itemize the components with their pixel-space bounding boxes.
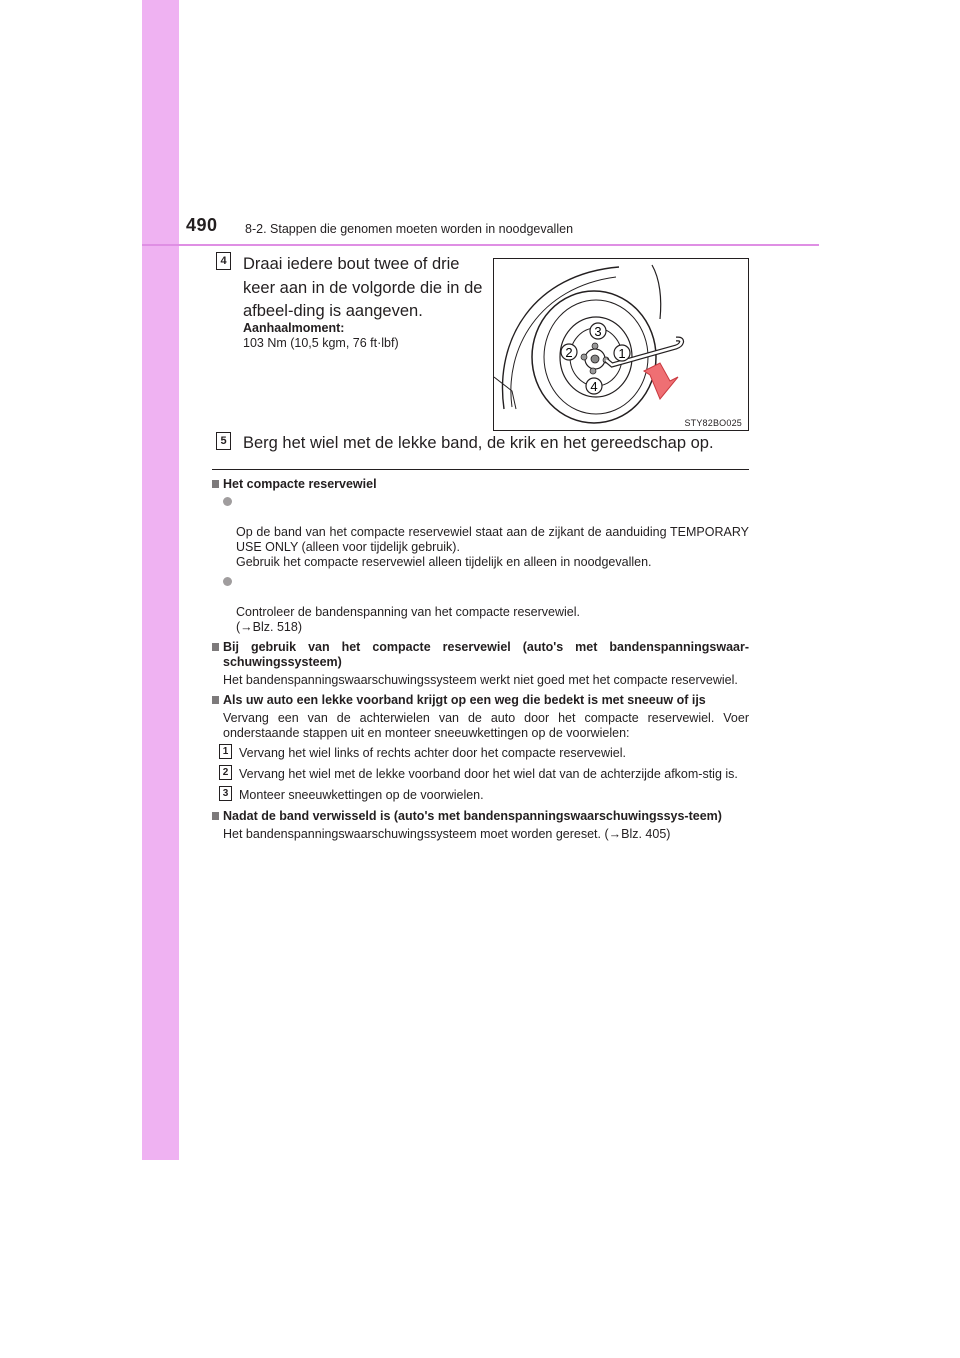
step-4-text: Draai iedere bout twee of drie keer aan in de volgorde die in de afbeel-ding is aangeven. xyxy=(243,255,483,320)
square-bullet-icon xyxy=(212,812,219,820)
square-bullet-icon xyxy=(212,696,219,704)
notes-section xyxy=(212,477,749,847)
square-bullet-icon xyxy=(212,480,219,488)
circle-bullet-icon xyxy=(223,497,232,506)
section-title: 8-2. Stappen die genomen moeten worden in noodgevallen xyxy=(245,222,574,236)
torque-label: Aanhaalmoment: xyxy=(243,321,345,335)
note-bullet: Controleer de bandenspanning van het compacte reservewiel. (→Blz. 518) xyxy=(212,575,749,635)
note-body-after-change: Het bandenspanningswaarschuwingssysteem moet worden gereset. (→Blz. 405) xyxy=(223,827,671,841)
bolt-label-3: 3 xyxy=(594,324,602,339)
sub-step-number: 3 xyxy=(219,786,232,801)
note-heading-after-change: Nadat de band verwisseld is (auto's met bandenspanningswaarschuwingssys-teem) xyxy=(212,809,749,824)
header-rule xyxy=(142,244,819,246)
snow-step-2: 2 Vervang het wiel met de lekke voorband door het wiel dat van de achterzijde afkom-stig is. xyxy=(212,767,749,782)
bolt-label-4: 4 xyxy=(590,379,598,394)
note-heading-tpws: Bij gebruik van het compacte reservewiel (auto's met bandenspanningswaar-schuwingssysteem) xyxy=(212,640,749,670)
snow-step-3: 3 Monteer sneeuwkettingen op de voorwielen. xyxy=(212,788,749,803)
section-divider xyxy=(212,469,749,470)
sub-step-number: 2 xyxy=(219,765,232,780)
step-number-5: 5 xyxy=(216,432,231,450)
page-number: 490 xyxy=(186,215,218,235)
square-bullet-icon xyxy=(212,643,219,651)
bolt-label-2: 2 xyxy=(565,345,573,360)
note-body-snow: Vervang een van de achterwielen van de auto door het compacte reservewiel. Voer onderstaande stappen uit en monteer sneeuwkettingen op de voorwielen: xyxy=(223,711,749,740)
step-5-text: Berg het wiel met de lekke band, de krik en het gereedschap op. xyxy=(243,434,714,452)
note-heading-compact-spare: Het compacte reservewiel xyxy=(212,477,749,492)
side-tab-band xyxy=(142,0,179,1160)
note-heading-snow: Als uw auto een lekke voorband krijgt op een weg die bedekt is met sneeuw of ijs xyxy=(212,693,749,708)
torque-value: 103 Nm (10,5 kgm, 76 ft·lbf) xyxy=(243,336,399,350)
sub-step-number: 1 xyxy=(219,744,232,759)
illustration-code: STY82BO025 xyxy=(684,418,742,428)
wheel-drawing xyxy=(494,259,748,430)
circle-bullet-icon xyxy=(223,577,232,586)
note-body-tpws: Het bandenspanningswaarschuwingssysteem werkt niet goed met het compacte reservewiel. xyxy=(223,673,738,687)
note-bullet: Op de band van het compacte reservewiel staat aan de zijkant de aanduiding TEMPORARY USE ONLY (alleen voor tijdelijk gebruik). Gebruik het compacte reservewiel alleen tijdelijk en alleen in noodgevallen. xyxy=(212,495,749,570)
wheel-nut-illustration xyxy=(493,258,749,431)
step-number-4: 4 xyxy=(216,252,231,270)
bolt-label-1: 1 xyxy=(618,346,626,361)
snow-step-1: 1 Vervang het wiel links of rechts achter door het compacte reservewiel. xyxy=(212,746,749,761)
